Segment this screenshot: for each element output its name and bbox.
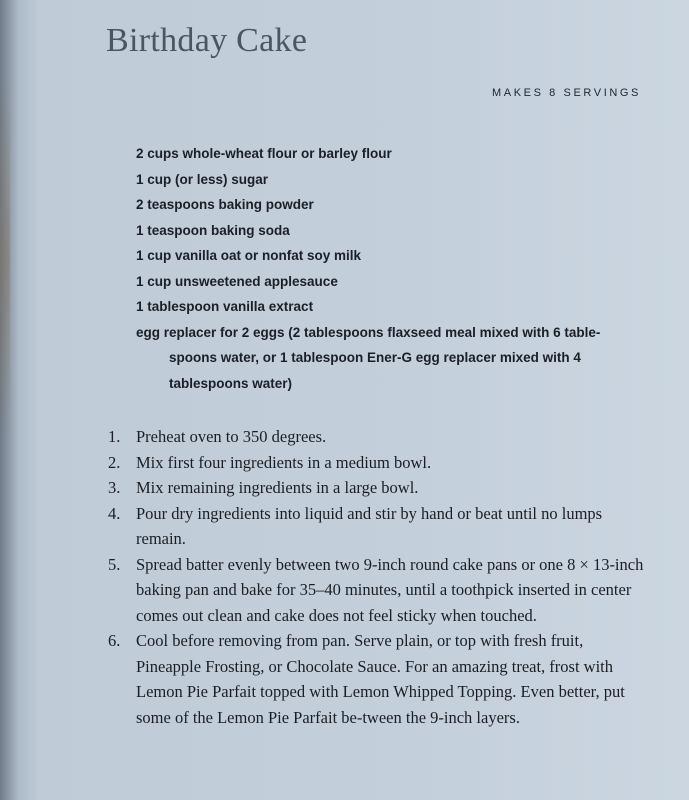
step-number: 2.	[108, 452, 121, 472]
recipe-title: Birthday Cake	[106, 22, 308, 59]
step-text: Mix remaining ingredients in a large bowl.	[136, 478, 419, 497]
ingredient-item: 1 tablespoon vanilla extract	[136, 299, 314, 314]
instruction-step	[108, 424, 648, 450]
ingredient-item: 1 cup unsweetened applesauce	[136, 273, 338, 289]
instruction-step	[108, 501, 648, 552]
ingredients-list	[136, 141, 646, 396]
instruction-step	[108, 475, 648, 501]
step-text: Preheat oven to 350 degrees.	[136, 427, 327, 446]
ingredient-item: 2 cups whole-wheat flour or barley flour	[136, 146, 392, 161]
ingredient-item: 1 cup vanilla oat or nonfat soy milk	[136, 248, 362, 263]
ingredient-item: 1 teaspoon baking soda	[136, 222, 290, 238]
step-text: Mix first four ingredients in a medium bowl.	[136, 452, 432, 472]
step-number: 4.	[108, 503, 121, 523]
spine-shadow	[0, 80, 10, 440]
ingredient-item: 1 cup (or less) sugar	[136, 171, 269, 187]
instruction-step	[108, 628, 648, 730]
ingredient-item: 2 teaspoons baking powder	[136, 197, 314, 212]
step-text: Cool before removing from pan. Serve plain, or top with fresh fruit, Pineapple Frosting, or Chocolate Sauce. For an amazing treat, frost with Lemon Pie Parfait topped with Lemon Whipped Topping. Even better, put some of the Lemon Pie Parfait be-tween the 9-inch layers.	[136, 631, 625, 727]
step-text: Spread batter evenly between two 9-inch round cake pans or one 8 × 13-inch baking pan and bake for 35–40 minutes, until a toothpick inserted in center comes out clean and cake does not feel sticky when touched.	[136, 554, 644, 625]
instruction-step	[108, 552, 648, 629]
step-number: 1.	[108, 427, 121, 446]
servings-label: MAKES 8 SERVINGS	[492, 87, 641, 99]
step-text: Pour dry ingredients into liquid and stir by hand or beat until no lumps remain.	[136, 503, 603, 548]
instructions-list	[108, 424, 648, 730]
instruction-step	[108, 450, 648, 476]
step-number: 5.	[108, 554, 121, 574]
ingredient-item: egg replacer for 2 eggs (2 tablespoons flaxseed meal mixed with 6 table-spoons water, or 1 tablespoon Ener-G egg replacer mixed with 4 tablespoons water)	[136, 324, 601, 391]
step-number: 6.	[108, 631, 121, 650]
step-number: 3.	[108, 478, 121, 497]
